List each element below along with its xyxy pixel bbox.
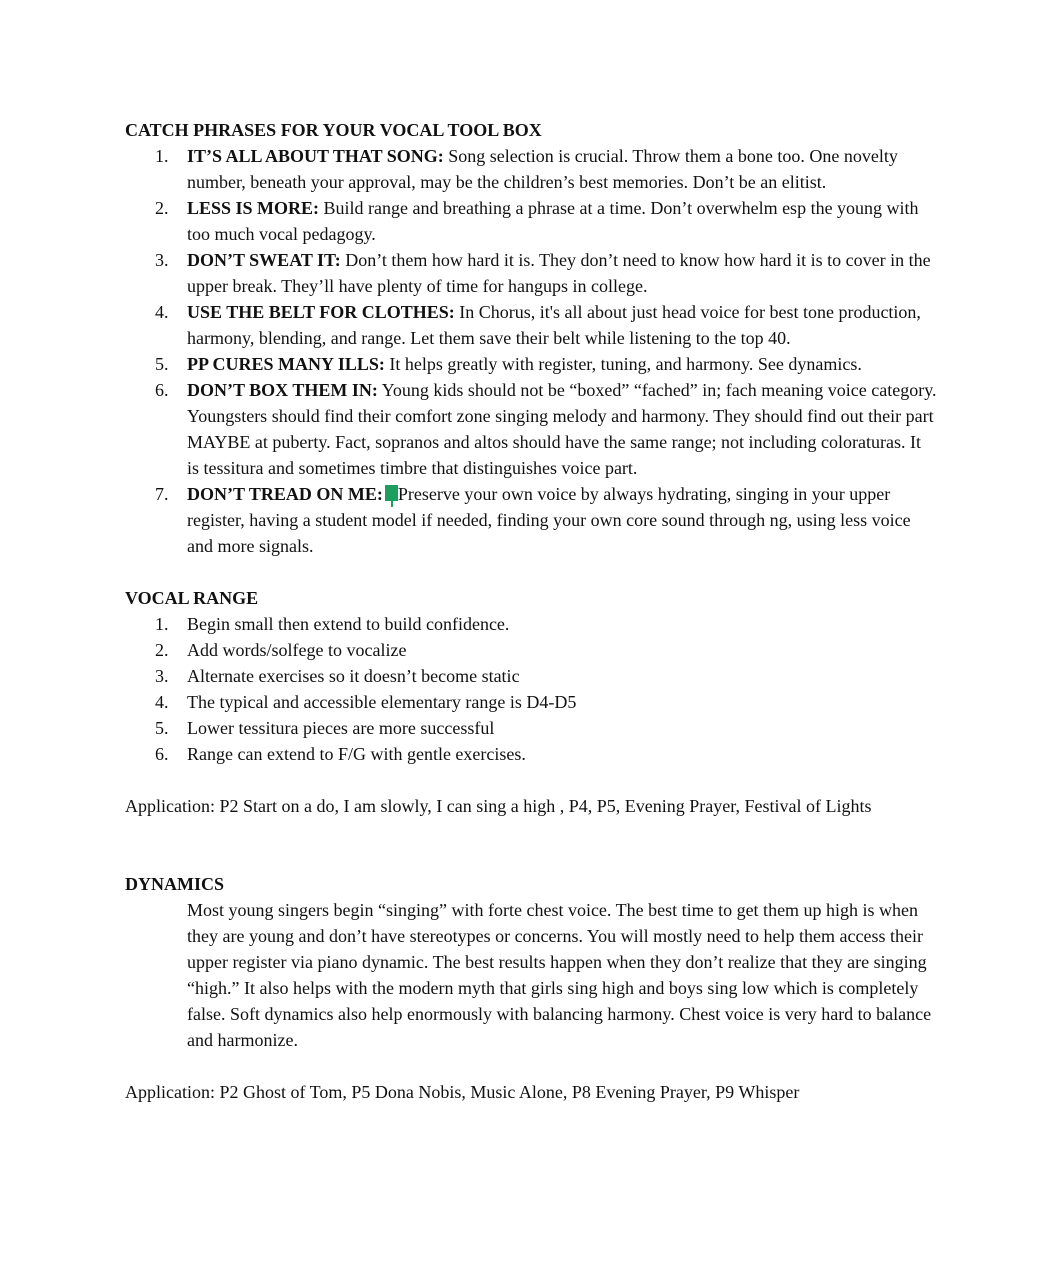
item-lead: PP CURES MANY ILLS: (187, 354, 385, 374)
list-item (125, 299, 937, 351)
catch-phrases-list (125, 143, 937, 559)
vocal-range-heading: VOCAL RANGE (125, 588, 259, 608)
item-text: Young kids should not be “boxed” “fached” in; fach meaning voice category. Youngsters should find their comfort zone singing melody and harmony. They should find out their part MAYBE at puberty. Fact, sopranos and altos should have the same range; not including coloraturas. It is tessitura and sometimes timbre that distinguishes voice part. (187, 380, 937, 478)
blank-line (125, 767, 937, 793)
catch-phrases-heading: CATCH PHRASES FOR YOUR VOCAL TOOL BOX (125, 120, 542, 140)
item-text: The typical and accessible elementary range is D4-D5 (187, 692, 577, 712)
list-number: 4. (155, 302, 169, 322)
item-text: Preserve your own voice by always hydrating, singing in your upper register, having a student model if needed, finding your own core sound through ng, using less voice and more signals. (187, 484, 911, 556)
list-number: 1. (155, 146, 169, 166)
list-number: 7. (155, 484, 169, 504)
list-item (125, 715, 937, 741)
list-item (125, 689, 937, 715)
blank-line (125, 1053, 937, 1079)
list-item (125, 481, 937, 559)
item-text: Alternate exercises so it doesn’t become static (187, 666, 520, 686)
list-item (125, 351, 937, 377)
list-number: 4. (155, 692, 169, 712)
list-item (125, 143, 937, 195)
document-page (125, 117, 937, 1105)
dynamics-heading: DYNAMICS (125, 874, 224, 894)
item-text: Range can extend to F/G with gentle exercises. (187, 744, 526, 764)
list-number: 6. (155, 744, 169, 764)
item-lead: DON’T SWEAT IT: (187, 250, 341, 270)
list-number: 3. (155, 250, 169, 270)
item-lead: DON’T TREAD ON ME: (187, 484, 383, 504)
list-number: 2. (155, 640, 169, 660)
item-text: Song selection is crucial. Throw them a bone too. One novelty number, beneath your approval, may be the children’s best memories. Don’t be an elitist. (187, 146, 898, 192)
dynamics-application: Application: P2 Ghost of Tom, P5 Dona Nobis, Music Alone, P8 Evening Prayer, P9 Whisper (125, 1082, 800, 1102)
item-text: Don’t them how hard it is. They don’t need to know how hard it is to cover in the upper break. They’ll have plenty of time for hangups in college. (187, 250, 931, 296)
list-number: 1. (155, 614, 169, 634)
vocal-range-list (125, 611, 937, 767)
list-number: 5. (155, 354, 169, 374)
item-lead: IT’S ALL ABOUT THAT SONG: (187, 146, 444, 166)
list-number: 5. (155, 718, 169, 738)
vocal-range-application: Application: P2 Start on a do, I am slowly, I can sing a high , P4, P5, Evening Prayer, Festival of Lights (125, 796, 872, 816)
blank-lines (125, 819, 937, 871)
item-text: Add words/solfege to vocalize (187, 640, 407, 660)
text-cursor-icon[interactable] (385, 485, 398, 501)
list-number: 6. (155, 380, 169, 400)
list-item (125, 637, 937, 663)
item-text: It helps greatly with register, tuning, and harmony. See dynamics. (384, 354, 862, 374)
item-text: Build range and breathing a phrase at a time. Don’t overwhelm esp the young with too much vocal pedagogy. (187, 198, 919, 244)
item-lead: USE THE BELT FOR CLOTHES: (187, 302, 455, 322)
item-text: In Chorus, it's all about just head voice for best tone production, harmony, blending, and range. Let them save their belt while listening to the top 40. (187, 302, 921, 348)
list-item (125, 611, 937, 637)
list-number: 3. (155, 666, 169, 686)
list-item (125, 741, 937, 767)
list-number: 2. (155, 198, 169, 218)
list-item (125, 377, 937, 481)
item-lead: DON’T BOX THEM IN: (187, 380, 378, 400)
dynamics-body: Most young singers begin “singing” with forte chest voice. The best time to get them up high is when they are young and don’t have stereotypes or concerns. You will mostly need to help them access their upper register via piano dynamic. The best results happen when they don’t realize that they are singing “high.” It also helps with the modern myth that girls sing high and boys sing low which is completely false. Soft dynamics also help enormously with balancing harmony. Chest voice is very hard to balance and harmonize. (187, 900, 932, 1050)
blank-line (125, 559, 937, 585)
list-item (125, 663, 937, 689)
item-text: Lower tessitura pieces are more successful (187, 718, 495, 738)
list-item (125, 195, 937, 247)
list-item (125, 247, 937, 299)
item-lead: LESS IS MORE: (187, 198, 320, 218)
item-text: Begin small then extend to build confidence. (187, 614, 510, 634)
